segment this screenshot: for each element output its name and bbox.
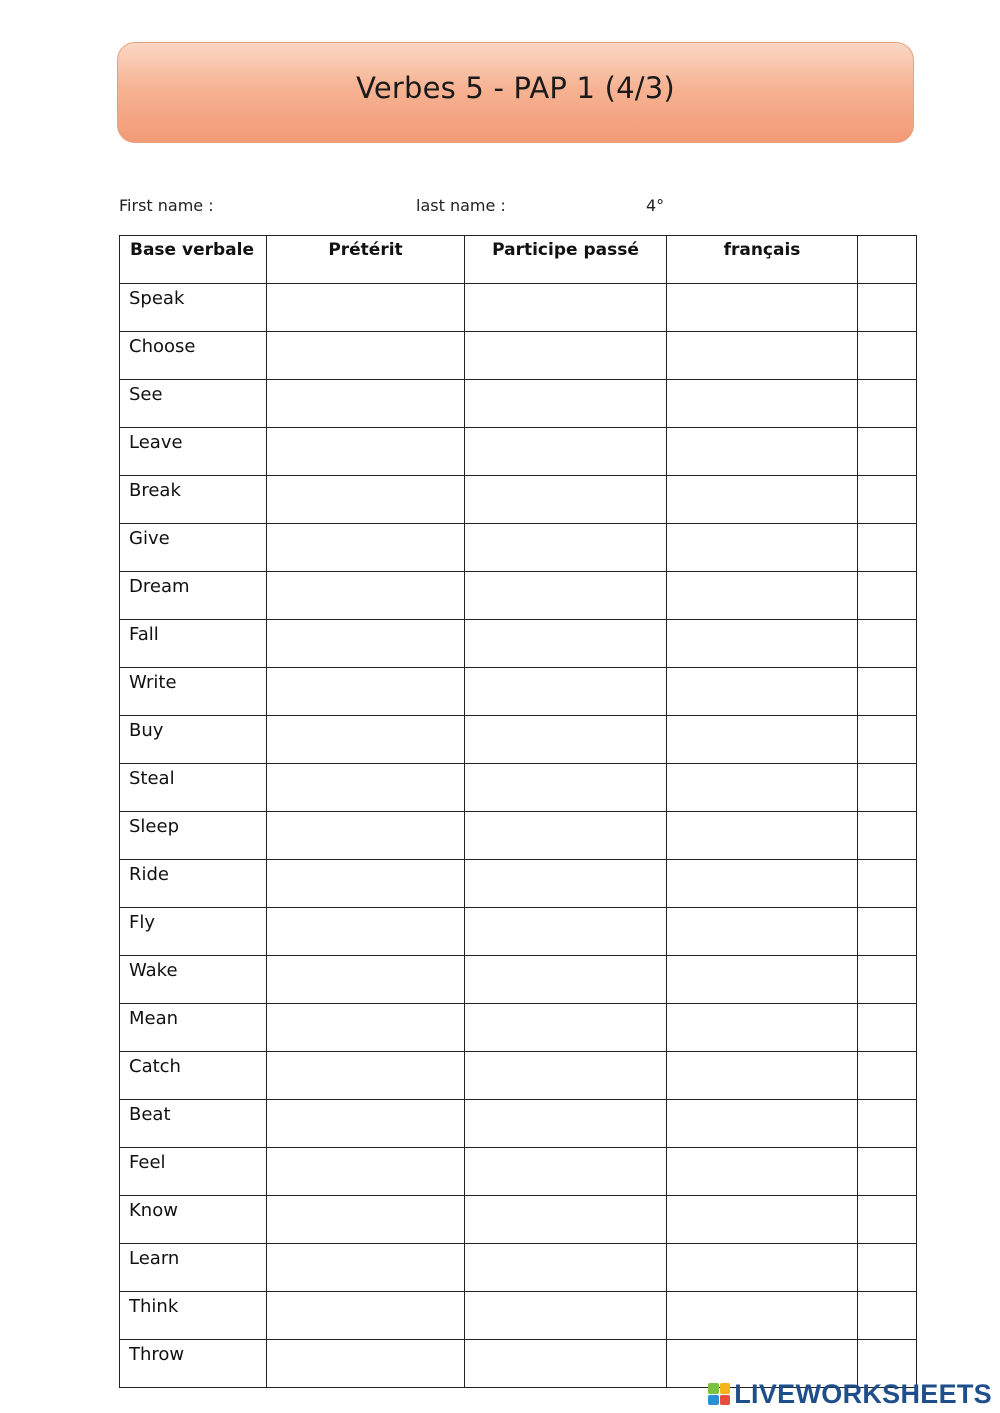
- extra-input-cell[interactable]: [858, 332, 917, 380]
- verb-cell: See: [120, 380, 267, 428]
- preterit-input-cell[interactable]: [267, 1292, 465, 1340]
- preterit-input-cell[interactable]: [267, 476, 465, 524]
- francais-input-cell[interactable]: [667, 620, 858, 668]
- table-row: [120, 620, 917, 668]
- logo-square-2: [720, 1383, 731, 1394]
- table-row: [120, 380, 917, 428]
- table-row: [120, 764, 917, 812]
- preterit-input-cell[interactable]: [267, 956, 465, 1004]
- participe-passe-input-cell[interactable]: [465, 1292, 667, 1340]
- preterit-input-cell[interactable]: [267, 380, 465, 428]
- participe-passe-input-cell[interactable]: [465, 1148, 667, 1196]
- verb-cell: Wake: [120, 956, 267, 1004]
- verb-cell: Buy: [120, 716, 267, 764]
- first-name-label: First name :: [119, 196, 214, 215]
- francais-input-cell[interactable]: [667, 1148, 858, 1196]
- preterit-input-cell[interactable]: [267, 1004, 465, 1052]
- table-row: [120, 1196, 917, 1244]
- preterit-input-cell[interactable]: [267, 1052, 465, 1100]
- preterit-input-cell[interactable]: [267, 764, 465, 812]
- extra-input-cell[interactable]: [858, 380, 917, 428]
- francais-input-cell[interactable]: [667, 428, 858, 476]
- verb-cell: Fall: [120, 620, 267, 668]
- extra-input-cell[interactable]: [858, 1292, 917, 1340]
- table-row: [120, 908, 917, 956]
- extra-input-cell[interactable]: [858, 860, 917, 908]
- verb-cell: Mean: [120, 1004, 267, 1052]
- preterit-input-cell[interactable]: [267, 1340, 465, 1388]
- table-row: [120, 476, 917, 524]
- table-row: [120, 1100, 917, 1148]
- francais-input-cell[interactable]: [667, 668, 858, 716]
- participe-passe-input-cell[interactable]: [465, 332, 667, 380]
- table-row: [120, 332, 917, 380]
- table-row: [120, 572, 917, 620]
- column-header-preterit: Prétérit: [267, 236, 465, 284]
- participe-passe-input-cell[interactable]: [465, 476, 667, 524]
- participe-passe-input-cell[interactable]: [465, 908, 667, 956]
- verb-cell: Give: [120, 524, 267, 572]
- participe-passe-input-cell[interactable]: [465, 428, 667, 476]
- participe-passe-input-cell[interactable]: [465, 1100, 667, 1148]
- participe-passe-input-cell[interactable]: [465, 1052, 667, 1100]
- francais-input-cell[interactable]: [667, 284, 858, 332]
- preterit-input-cell[interactable]: [267, 668, 465, 716]
- table-row: [120, 428, 917, 476]
- column-header-francais: français: [667, 236, 858, 284]
- participe-passe-input-cell[interactable]: [465, 956, 667, 1004]
- verb-cell: Know: [120, 1196, 267, 1244]
- francais-input-cell[interactable]: [667, 1196, 858, 1244]
- verb-table: [119, 235, 917, 1388]
- participe-passe-input-cell[interactable]: [465, 572, 667, 620]
- verb-cell: Feel: [120, 1148, 267, 1196]
- table-row: [120, 860, 917, 908]
- preterit-input-cell[interactable]: [267, 524, 465, 572]
- francais-input-cell[interactable]: [667, 812, 858, 860]
- table-row: [120, 524, 917, 572]
- francais-input-cell[interactable]: [667, 332, 858, 380]
- extra-input-cell[interactable]: [858, 716, 917, 764]
- verb-cell: Break: [120, 476, 267, 524]
- francais-input-cell[interactable]: [667, 380, 858, 428]
- verb-cell: Learn: [120, 1244, 267, 1292]
- participe-passe-input-cell[interactable]: [465, 1340, 667, 1388]
- francais-input-cell[interactable]: [667, 1052, 858, 1100]
- table-row: [120, 812, 917, 860]
- preterit-input-cell[interactable]: [267, 284, 465, 332]
- last-name-label: last name :: [416, 196, 506, 215]
- participe-passe-input-cell[interactable]: [465, 668, 667, 716]
- extra-input-cell[interactable]: [858, 1148, 917, 1196]
- verb-cell: Beat: [120, 1100, 267, 1148]
- participe-passe-input-cell[interactable]: [465, 1244, 667, 1292]
- table-row: [120, 1004, 917, 1052]
- francais-input-cell[interactable]: [667, 908, 858, 956]
- preterit-input-cell[interactable]: [267, 620, 465, 668]
- francais-input-cell[interactable]: [667, 572, 858, 620]
- verb-cell: Fly: [120, 908, 267, 956]
- francais-input-cell[interactable]: [667, 860, 858, 908]
- preterit-input-cell[interactable]: [267, 332, 465, 380]
- francais-input-cell[interactable]: [667, 1244, 858, 1292]
- extra-input-cell[interactable]: [858, 956, 917, 1004]
- extra-input-cell[interactable]: [858, 284, 917, 332]
- francais-input-cell[interactable]: [667, 1004, 858, 1052]
- verb-cell: Ride: [120, 860, 267, 908]
- extra-input-cell[interactable]: [858, 764, 917, 812]
- table-row: [120, 284, 917, 332]
- francais-input-cell[interactable]: [667, 764, 858, 812]
- verb-cell: Throw: [120, 1340, 267, 1388]
- column-header-base-verbale: Base verbale: [120, 236, 267, 284]
- column-header-participe-passe: Participe passé: [465, 236, 667, 284]
- preterit-input-cell[interactable]: [267, 860, 465, 908]
- francais-input-cell[interactable]: [667, 524, 858, 572]
- verb-cell: Speak: [120, 284, 267, 332]
- participe-passe-input-cell[interactable]: [465, 1004, 667, 1052]
- preterit-input-cell[interactable]: [267, 1148, 465, 1196]
- extra-input-cell[interactable]: [858, 1100, 917, 1148]
- table-row: [120, 1052, 917, 1100]
- verb-cell: Dream: [120, 572, 267, 620]
- page-title: Verbes 5 - PAP 1 (4/3): [356, 70, 675, 105]
- francais-input-cell[interactable]: [667, 956, 858, 1004]
- extra-input-cell[interactable]: [858, 908, 917, 956]
- table-row: [120, 1244, 917, 1292]
- extra-input-cell[interactable]: [858, 1052, 917, 1100]
- preterit-input-cell[interactable]: [267, 1244, 465, 1292]
- table-row: [120, 716, 917, 764]
- verb-cell: Leave: [120, 428, 267, 476]
- preterit-input-cell[interactable]: [267, 908, 465, 956]
- preterit-input-cell[interactable]: [267, 572, 465, 620]
- extra-input-cell[interactable]: [858, 428, 917, 476]
- participe-passe-input-cell[interactable]: [465, 716, 667, 764]
- verb-cell: Sleep: [120, 812, 267, 860]
- participe-passe-input-cell[interactable]: [465, 812, 667, 860]
- table-header-row: [120, 236, 917, 284]
- extra-input-cell[interactable]: [858, 1244, 917, 1292]
- preterit-input-cell[interactable]: [267, 812, 465, 860]
- extra-input-cell[interactable]: [858, 572, 917, 620]
- verb-cell: Choose: [120, 332, 267, 380]
- liveworksheets-logo-icon: [708, 1383, 730, 1405]
- logo-square-4: [720, 1395, 731, 1406]
- francais-input-cell[interactable]: [667, 476, 858, 524]
- preterit-input-cell[interactable]: [267, 1196, 465, 1244]
- table-row: [120, 956, 917, 1004]
- verb-cell: Write: [120, 668, 267, 716]
- extra-input-cell[interactable]: [858, 620, 917, 668]
- francais-input-cell[interactable]: [667, 716, 858, 764]
- preterit-input-cell[interactable]: [267, 1100, 465, 1148]
- preterit-input-cell[interactable]: [267, 716, 465, 764]
- class-label: 4°: [646, 196, 665, 215]
- participe-passe-input-cell[interactable]: [465, 620, 667, 668]
- verb-cell: Catch: [120, 1052, 267, 1100]
- participe-passe-input-cell[interactable]: [465, 1196, 667, 1244]
- extra-input-cell[interactable]: [858, 524, 917, 572]
- brand-wordmark: LIVEWORKSHEETS: [734, 1378, 992, 1409]
- extra-input-cell[interactable]: [858, 476, 917, 524]
- extra-input-cell[interactable]: [858, 812, 917, 860]
- extra-input-cell[interactable]: [858, 1004, 917, 1052]
- table-row: [120, 668, 917, 716]
- verb-cell: Think: [120, 1292, 267, 1340]
- extra-input-cell[interactable]: [858, 668, 917, 716]
- logo-square-3: [708, 1395, 719, 1406]
- liveworksheets-brand: [708, 1379, 992, 1409]
- participe-passe-input-cell[interactable]: [465, 764, 667, 812]
- francais-input-cell[interactable]: [667, 1292, 858, 1340]
- participe-passe-input-cell[interactable]: [465, 524, 667, 572]
- table-row: [120, 1292, 917, 1340]
- title-banner: [117, 42, 914, 143]
- participe-passe-input-cell[interactable]: [465, 380, 667, 428]
- column-header-extra: [858, 236, 917, 284]
- participe-passe-input-cell[interactable]: [465, 284, 667, 332]
- logo-square-1: [708, 1383, 719, 1394]
- extra-input-cell[interactable]: [858, 1196, 917, 1244]
- francais-input-cell[interactable]: [667, 1100, 858, 1148]
- verb-cell: Steal: [120, 764, 267, 812]
- participe-passe-input-cell[interactable]: [465, 860, 667, 908]
- table-row: [120, 1148, 917, 1196]
- preterit-input-cell[interactable]: [267, 428, 465, 476]
